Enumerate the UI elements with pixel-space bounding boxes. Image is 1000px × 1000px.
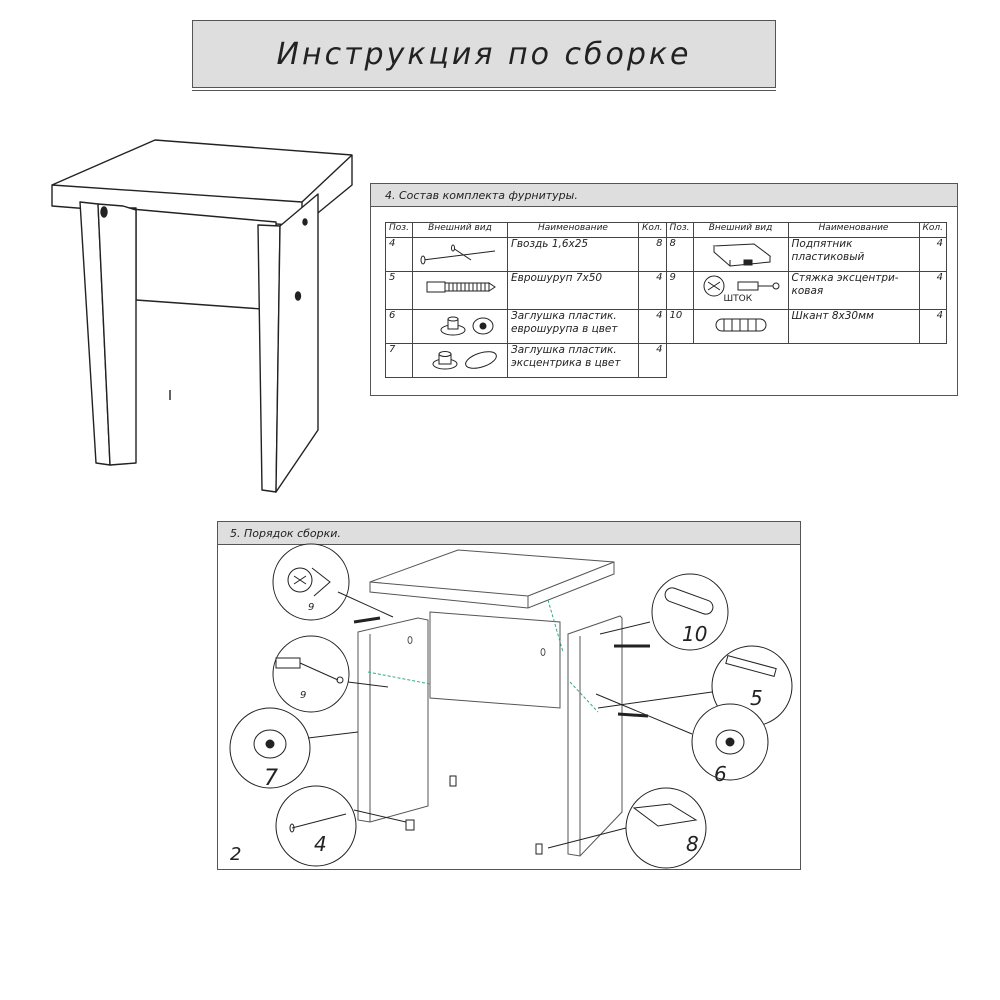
col-pos: Поз. [666, 223, 693, 238]
item-name: Шкант 8х30мм [788, 310, 919, 344]
callout-label-rod: 9 [300, 690, 307, 701]
item-pos: 9 [666, 272, 693, 310]
item-pos: 6 [386, 310, 413, 344]
table-row [386, 310, 947, 344]
callout-label-dowel: 10 [682, 622, 708, 646]
callout-label-screw: 5 [750, 686, 763, 710]
empty-cell [666, 344, 947, 378]
item-name: Заглушка пластик. эксцентрика в цвет [508, 344, 639, 378]
col-qty: Кол. [919, 223, 947, 238]
item-name: Гвоздь 1,6х25 [508, 238, 639, 272]
callout-label-nail: 4 [314, 832, 327, 856]
item-pos: 10 [666, 310, 693, 344]
col-name: Наименование [508, 223, 639, 238]
callout-cap7 [230, 708, 358, 788]
steps-panel [217, 521, 801, 870]
col-look: Внешний вид [413, 223, 508, 238]
cam-lock-sublabel: ШТОК [723, 294, 753, 304]
kit-table [385, 222, 947, 378]
title-underline [192, 90, 776, 91]
kit-panel [370, 183, 958, 396]
foot-pad-icon [693, 238, 788, 272]
item-qty: 4 [639, 272, 667, 310]
page-title: Инструкция по сборке [276, 36, 692, 72]
dowel-icon [693, 310, 788, 344]
kit-heading: 4. Состав комплекта фурнитуры. [371, 184, 957, 207]
col-qty: Кол. [639, 223, 667, 238]
callout-label-foot: 8 [686, 832, 699, 856]
item-qty: 4 [919, 238, 947, 272]
item-qty: 4 [919, 272, 947, 310]
item-name: Стяжка эксцентри-ковая [788, 272, 919, 310]
table-row [386, 238, 947, 272]
title-box [192, 20, 776, 88]
col-pos: Поз. [386, 223, 413, 238]
item-pos: 7 [386, 344, 413, 378]
callout-label-cap7: 7 [264, 766, 278, 791]
eccentric-cap-icon [413, 344, 508, 378]
callout-label-cap6: 6 [714, 762, 727, 786]
steps-heading: 5. Порядок сборки. [218, 522, 800, 545]
stool-drawing [40, 130, 360, 500]
table-row [386, 272, 947, 310]
item-name: Заглушка пластик. еврошурупа в цвет [508, 310, 639, 344]
col-look: Внешний вид [693, 223, 788, 238]
euro-screw-icon [413, 272, 508, 310]
item-name: Подпятник пластиковый [788, 238, 919, 272]
item-pos: 8 [666, 238, 693, 272]
item-qty: 4 [919, 310, 947, 344]
cam-lock-icon [693, 272, 788, 310]
table-row [386, 344, 947, 378]
callout-label-cam: 9 [308, 602, 315, 613]
table-header-row [386, 223, 947, 238]
item-qty: 8 [639, 238, 667, 272]
item-qty: 4 [639, 344, 667, 378]
item-name: Еврошуруп 7х50 [508, 272, 639, 310]
col-name: Наименование [788, 223, 919, 238]
item-pos: 4 [386, 238, 413, 272]
step-number: 2 [230, 844, 242, 865]
item-pos: 5 [386, 272, 413, 310]
exploded-stool [358, 550, 622, 856]
item-qty: 4 [639, 310, 667, 344]
screw-cap-icon [413, 310, 508, 344]
nail-icon [413, 238, 508, 272]
